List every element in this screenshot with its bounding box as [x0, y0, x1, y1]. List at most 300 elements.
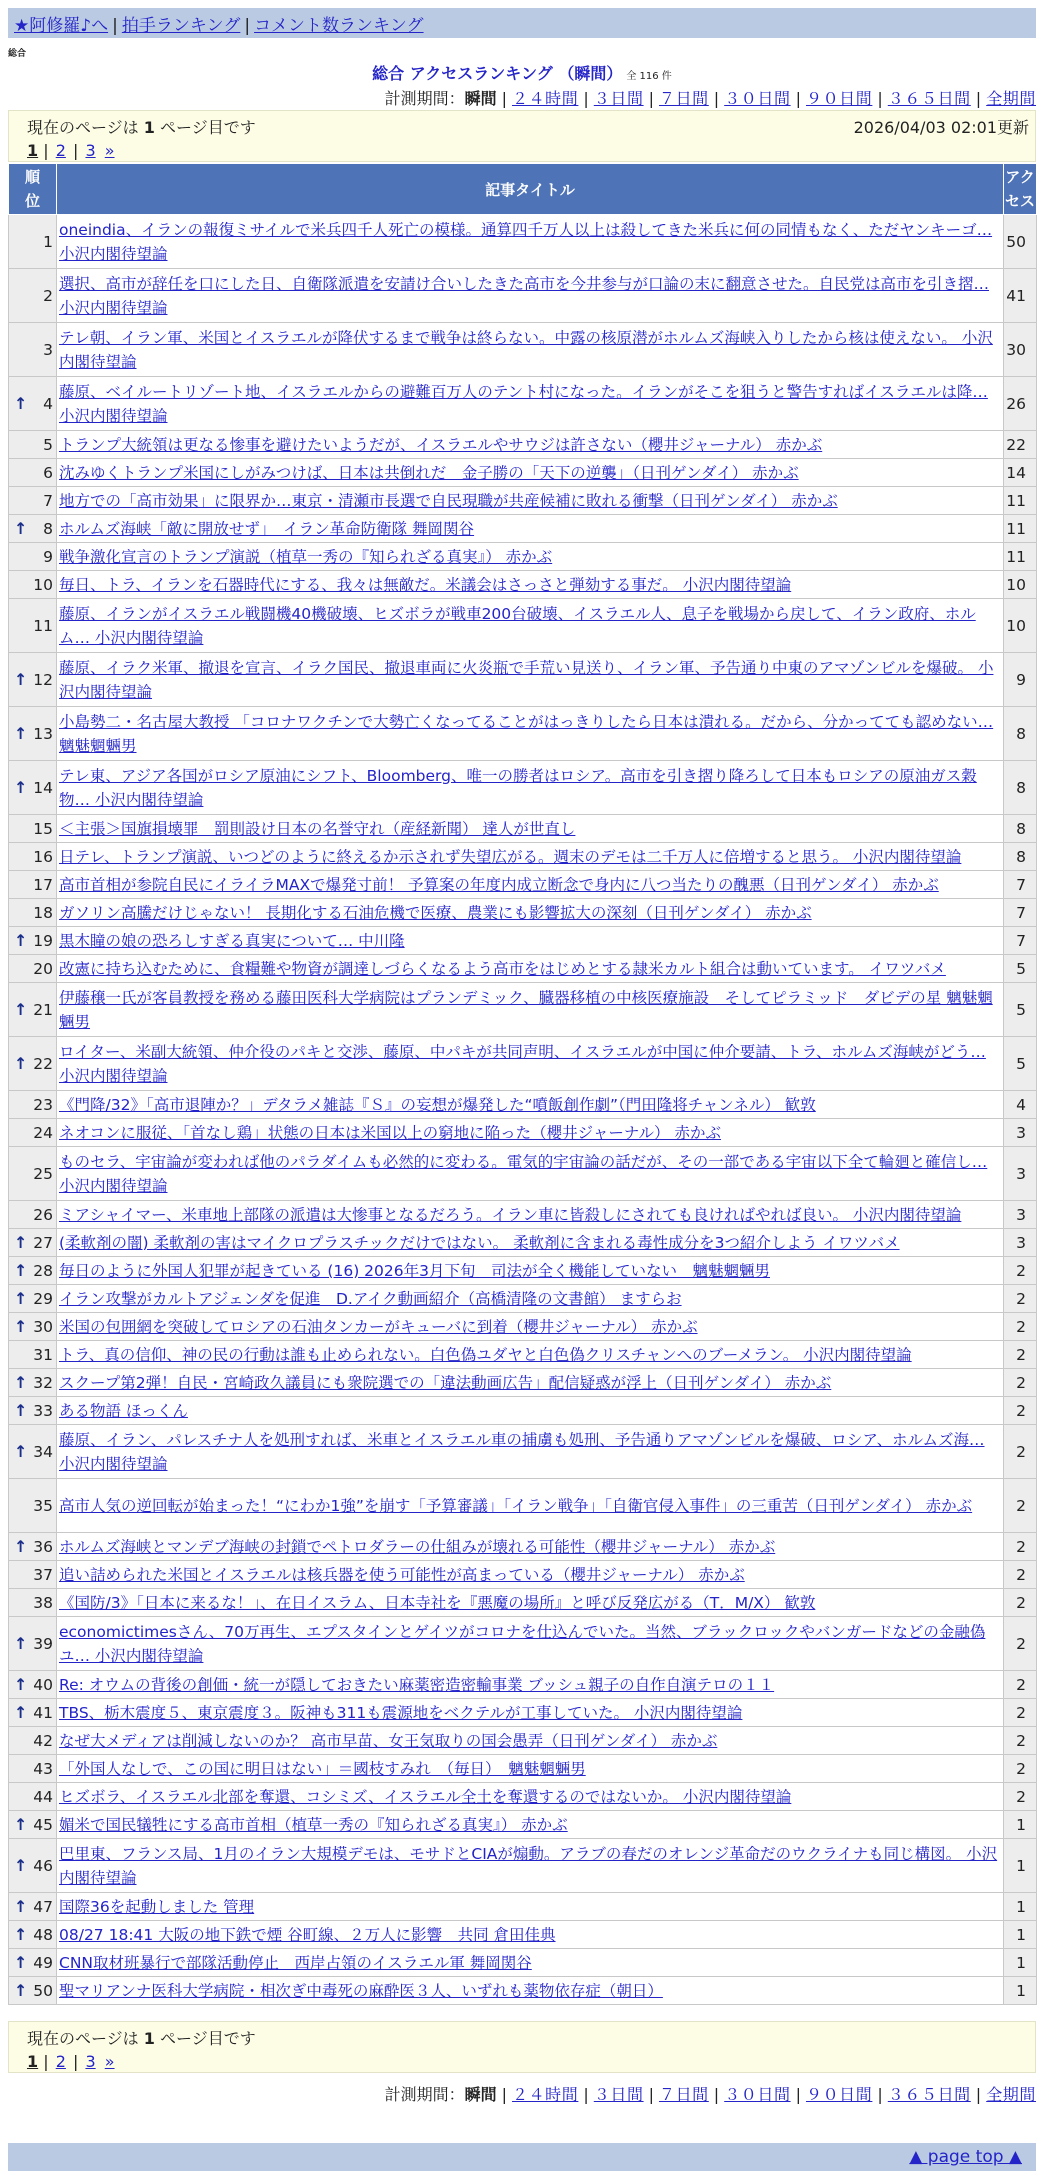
article-link[interactable]: 戦争激化宣言のトランプ演説（植草一秀の『知られざる真実』） 赤かぶ — [59, 547, 553, 566]
page-link[interactable]: 3 — [85, 2052, 96, 2071]
table-row — [9, 843, 1037, 871]
table-row — [9, 515, 1037, 543]
title-cell — [57, 1783, 1004, 1811]
rank-up-arrow-icon: ↑ — [14, 1855, 28, 1875]
rank-number: 35 — [33, 1496, 53, 1515]
access-count: 10 — [1004, 599, 1037, 653]
title-cell — [57, 571, 1004, 599]
article-link[interactable]: トラ、真の信仰、神の民の行動は誰も止められない。白色偽ユダヤと白色偽クリスチャンへのブーメラン。 小沢内閣待望論 — [59, 1345, 912, 1364]
title-cell — [57, 1369, 1004, 1397]
rank-cell — [9, 1727, 57, 1755]
article-link[interactable]: ホルムズ海峡「敵に開放せず」 イラン革命防衛隊 舞岡関谷 — [59, 519, 475, 538]
period-separator: | — [583, 89, 589, 108]
rank-up-arrow-icon: ↑ — [14, 1053, 28, 1073]
access-count: 1 — [1004, 1921, 1037, 1949]
article-link[interactable]: イラン攻撃がカルトアジェンダを促進 D.アイク動画紹介（高橋清隆の文書館） ますらお — [59, 1289, 682, 1308]
table-row — [9, 1037, 1037, 1091]
title-cell — [57, 1201, 1004, 1229]
period-link[interactable]: ７日間 — [658, 2085, 709, 2104]
access-count: 5 — [1004, 983, 1037, 1037]
rank-cell — [9, 1313, 57, 1341]
article-link[interactable]: 毎日、トラ、イランを石器時代にする、我々は無敵だ。米議会はさっさと弾劾する事だ。 小沢内閣待望論 — [59, 575, 792, 594]
rank-number: 4 — [43, 394, 53, 413]
rank-cell — [9, 1257, 57, 1285]
page-gap — [98, 141, 103, 160]
access-count: 2 — [1004, 1369, 1037, 1397]
title-cell — [57, 1949, 1004, 1977]
title-cell — [57, 1479, 1004, 1533]
period-link[interactable]: ９０日間 — [805, 2085, 873, 2104]
title-cell — [57, 1727, 1004, 1755]
rank-cell — [9, 515, 57, 543]
period-selector-bottom — [385, 2082, 1036, 2105]
rank-number: 26 — [33, 1205, 53, 1224]
access-count: 14 — [1004, 459, 1037, 487]
article-link[interactable]: なぜ大メディアは削減しないのか？ 高市早苗、女王気取りの国会愚弄（日刊ゲンダイ） 赤かぶ — [59, 1731, 718, 1750]
access-count: 2 — [1004, 1783, 1037, 1811]
article-link[interactable]: 追い詰められた米国とイスラエルは核兵器を使う可能性が高まっている（櫻井ジャーナル） 赤かぶ — [59, 1565, 745, 1584]
rank-number: 13 — [33, 724, 53, 743]
rank-cell — [9, 1839, 57, 1893]
table-row — [9, 871, 1037, 899]
access-count: 1 — [1004, 1977, 1037, 2005]
rank-cell — [9, 1037, 57, 1091]
access-count: 1 — [1004, 1811, 1037, 1839]
next-page-link[interactable]: » — [104, 141, 115, 160]
rank-up-arrow-icon: ↑ — [14, 1814, 28, 1834]
title-cell — [57, 323, 1004, 377]
rank-number: 1 — [43, 232, 53, 251]
period-separator: | — [713, 2085, 720, 2104]
title-cell — [57, 899, 1004, 927]
title-cell — [57, 1977, 1004, 2005]
page-current: 1 — [27, 141, 39, 160]
rank-cell — [9, 707, 57, 761]
table-row — [9, 1839, 1037, 1893]
section-label: 総合 — [8, 49, 27, 59]
article-link[interactable]: 巴里東、フランス局、1月のイラン大規模デモは、モサドとCIAが煽動。アラブの春だのオレンジ革命だのウクライナも同じ構図。 小沢内閣待望論 — [59, 1844, 998, 1887]
rank-number: 12 — [33, 670, 53, 689]
article-link[interactable]: 日テレ、トランプ演説、いつどのように終えるか示されず失望広がる。週末のデモは二千万人に倍増すると思う。 小沢内閣待望論 — [59, 847, 962, 866]
rank-number: 2 — [43, 286, 53, 305]
rank-number: 47 — [33, 1897, 53, 1916]
article-link[interactable]: ある物語 ほっくん — [59, 1401, 188, 1420]
article-link[interactable]: 高市人気の逆回転が始まった！“にわか1強”を崩す「予算審議」「イラン戦争」「自衛官侵入事件」の三重苦（日刊ゲンダイ） 赤かぶ — [59, 1496, 973, 1515]
rank-cell — [9, 1977, 57, 2005]
table-row — [9, 1147, 1037, 1201]
period-link[interactable]: ７日間 — [658, 89, 709, 108]
article-link[interactable]: 「外国人なしで、この国に明日はない」＝國枝すみれ （毎日） 魑魅魍魎男 — [59, 1759, 586, 1778]
period-separator: | — [877, 2085, 883, 2104]
rank-number: 23 — [33, 1095, 53, 1114]
rank-number: 33 — [33, 1401, 53, 1420]
period-current: 瞬間 — [464, 89, 497, 108]
period-separator: | — [877, 89, 883, 108]
page-link[interactable]: 3 — [85, 141, 96, 160]
title-cell — [57, 1561, 1004, 1589]
period-link[interactable]: ３６５日間 — [887, 89, 971, 108]
title-cell — [57, 1921, 1004, 1949]
table-row — [9, 955, 1037, 983]
rank-number: 39 — [33, 1634, 53, 1653]
access-count: 3 — [1004, 1119, 1037, 1147]
period-link[interactable]: ３０日間 — [724, 2085, 791, 2104]
rank-number: 49 — [33, 1953, 53, 1972]
rank-number: 5 — [43, 435, 53, 454]
top-nav — [8, 8, 1036, 38]
rank-up-arrow-icon: ↑ — [14, 777, 28, 797]
access-count: 1 — [1004, 1949, 1037, 1977]
rank-number: 24 — [33, 1123, 53, 1142]
article-link[interactable]: 聖マリアンナ医科大学病院・相次ぎ中毒死の麻酔医３人、いずれも薬物依存症（朝日） — [59, 1981, 663, 2000]
table-row — [9, 1699, 1037, 1727]
title-cell — [57, 431, 1004, 459]
next-page-link[interactable]: » — [104, 2052, 115, 2071]
rank-number: 7 — [43, 491, 53, 510]
page-link[interactable]: 2 — [55, 141, 66, 160]
access-count: 11 — [1004, 515, 1037, 543]
rank-cell — [9, 1533, 57, 1561]
table-row — [9, 1671, 1037, 1699]
rank-number: 46 — [33, 1856, 53, 1875]
access-count: 2 — [1004, 1755, 1037, 1783]
table-row — [9, 1425, 1037, 1479]
rank-up-arrow-icon: ↑ — [14, 1536, 28, 1556]
article-link[interactable]: 沈みゆくトランプ米国にしがみつけば、日本は共倒れだ 金子勝の「天下の逆襲」（日刊ゲンダイ） 赤かぶ — [59, 463, 799, 482]
article-link[interactable]: ネオコンに服従、「首なし鶏」状態の日本は米国以上の窮地に陥った（櫻井ジャーナル） 赤かぶ — [59, 1123, 721, 1142]
title-cell — [57, 1425, 1004, 1479]
rank-number: 25 — [33, 1164, 53, 1183]
title-cell — [57, 1671, 1004, 1699]
rank-cell — [9, 1755, 57, 1783]
rank-up-arrow-icon: ↑ — [14, 1702, 28, 1722]
title-cell — [57, 1341, 1004, 1369]
access-count: 2 — [1004, 1397, 1037, 1425]
rank-cell — [9, 1811, 57, 1839]
article-link[interactable]: 《国防/3》「日本に来るな！」、在日イスラム、日本寺社を『悪魔の場所』と呼び反発広がる（T．M/X） 歓敦 — [59, 1593, 816, 1612]
rank-cell — [9, 1479, 57, 1533]
title-cell — [57, 1589, 1004, 1617]
table-row — [9, 1783, 1037, 1811]
table-row — [9, 707, 1037, 761]
rank-number: 19 — [33, 931, 53, 950]
access-count: 2 — [1004, 1341, 1037, 1369]
access-count: 10 — [1004, 571, 1037, 599]
period-label: 計測期間： — [384, 89, 465, 108]
access-count: 2 — [1004, 1589, 1037, 1617]
access-count: 50 — [1004, 215, 1037, 269]
rank-up-arrow-icon: ↑ — [14, 1316, 28, 1336]
access-count: 26 — [1004, 377, 1037, 431]
pagination-top — [27, 141, 117, 160]
rank-cell — [9, 571, 57, 599]
rank-number: 40 — [33, 1675, 53, 1694]
access-count: 2 — [1004, 1561, 1037, 1589]
rank-number: 44 — [33, 1787, 53, 1806]
access-count: 2 — [1004, 1313, 1037, 1341]
title-cell — [57, 871, 1004, 899]
nav-link-clap-ranking[interactable]: 拍手ランキング — [121, 16, 241, 36]
rank-cell — [9, 1119, 57, 1147]
article-link[interactable]: 米国の包囲網を突破してロシアの石油タンカーがキューバに到着（櫻井ジャーナル） 赤かぶ — [59, 1317, 698, 1336]
rank-number: 32 — [33, 1373, 53, 1392]
article-link[interactable]: 媚米で国民犠牲にする高市首相（植草一秀の『知られざる真実』） 赤かぶ — [59, 1815, 568, 1834]
table-row — [9, 761, 1037, 815]
header-rank: 順位 — [9, 164, 57, 215]
period-link[interactable]: 全期間 — [986, 89, 1036, 108]
title-cell — [57, 269, 1004, 323]
period-separator: | — [583, 2085, 589, 2104]
article-link[interactable]: 小島勢二・名古屋大教授 「コロナワクチンで大勢亡くなってることがはっきりしたら日本は潰れる。だから、分かってても認めない… 魑魅魍魎男 — [59, 712, 994, 755]
article-link[interactable]: 藤原、イランがイスラエル戦闘機40機破壊、ヒズボラが戦車200台破壊、イスラエル人、息子を戦場から戻して、イラン政府、ホルム… 小沢内閣待望論 — [59, 604, 976, 647]
article-link[interactable]: ホルムズ海峡とマンデブ海峡の封鎖でペトロダラーの仕組みが壊れる可能性（櫻井ジャーナル） 赤かぶ — [59, 1537, 776, 1556]
total-count: 全 116 件 — [626, 71, 672, 82]
rank-up-arrow-icon: ↑ — [14, 999, 28, 1019]
table-row — [9, 1285, 1037, 1313]
period-label: 計測期間： — [384, 2085, 465, 2104]
rank-number: 3 — [43, 340, 53, 359]
table-row — [9, 1119, 1037, 1147]
rank-cell — [9, 1229, 57, 1257]
table-row — [9, 1811, 1037, 1839]
rank-cell — [9, 431, 57, 459]
rank-number: 42 — [33, 1731, 53, 1750]
table-row — [9, 1617, 1037, 1671]
article-link[interactable]: ものセラ、宇宙論が変われば他のパラダイムも必然的に変わる。電気的宇宙論の話だが、その一部である宇宙以下全て輪廻と確信し… 小沢内閣待望論 — [59, 1152, 988, 1195]
header-title: 記事タイトル — [57, 164, 1004, 215]
rank-number: 50 — [33, 1981, 53, 2000]
article-link[interactable]: ガソリン高騰だけじゃない！ 長期化する石油危機で医療、農業にも影響拡大の深刻（日刊ゲンダイ） 赤かぶ — [59, 903, 812, 922]
table-row — [9, 377, 1037, 431]
access-count: 8 — [1004, 843, 1037, 871]
access-count: 2 — [1004, 1257, 1037, 1285]
article-link[interactable]: Re: オウムの背後の創価・統一が隠しておきたい麻薬密造密輸事業 ブッシュ親子の自作自演テロの１１ — [59, 1675, 775, 1694]
rank-cell — [9, 983, 57, 1037]
article-link[interactable]: TBS、栃木震度５、東京震度３。阪神も311も震源地をベクテルが工事していた。 小沢内閣待望論 — [59, 1703, 743, 1722]
article-link[interactable]: 黒木瞳の娘の恐ろしすぎる真実について… 中川隆 — [59, 931, 405, 950]
article-link[interactable]: トランプ大統領は更なる惨事を避けたいようだが、イスラエルやサウジは許さない（櫻井ジャーナル） 赤かぶ — [59, 435, 823, 454]
article-link[interactable]: ロイター、米副大統領、仲介役のパキと交渉、藤原、中パキが共同声明、イスラエルが中国に仲介要請、トラ、ホルムズ海峡がどう… 小沢内閣待望論 — [59, 1042, 986, 1085]
table-row — [9, 1257, 1037, 1285]
rank-cell — [9, 815, 57, 843]
page-separator: | — [38, 141, 54, 160]
article-link[interactable]: (柔軟剤の闇) 柔軟剤の害はマイクロプラスチックだけではない。 柔軟剤に含まれる毒性成分を3つ紹介しよう イワツバメ — [59, 1233, 900, 1252]
table-row — [9, 1313, 1037, 1341]
title-cell — [57, 1037, 1004, 1091]
rank-number: 8 — [43, 519, 53, 538]
table-row — [9, 599, 1037, 653]
article-link[interactable]: oneindia、イランの報復ミサイルで米兵四千人死亡の模様。通算四千万人以上は殺してきた米兵に何の同情もなく、ただヤンキーゴ… 小沢内閣待望論 — [59, 220, 993, 263]
article-link[interactable]: テレ朝、イラン軍、米国とイスラエルが降伏するまで戦争は終らない。中露の核原潜がホルムズ海峡入りしたから核は使えない。 小沢内閣待望論 — [59, 328, 993, 371]
rank-cell — [9, 1397, 57, 1425]
access-count: 8 — [1004, 707, 1037, 761]
period-link[interactable]: ３日間 — [593, 89, 644, 108]
rank-number: 20 — [33, 959, 53, 978]
title-cell — [57, 707, 1004, 761]
access-count: 9 — [1004, 653, 1037, 707]
title-cell — [57, 1617, 1004, 1671]
table-row — [9, 1893, 1037, 1921]
rank-number: 28 — [33, 1261, 53, 1280]
rank-cell — [9, 1893, 57, 1921]
article-link[interactable]: 《門降/32》「高市退陣か？」デタラメ雑誌『Ｓ』の妄想が爆発した“噴飯創作劇”（門田隆将チャンネル） 歓敦 — [59, 1095, 816, 1114]
table-row — [9, 323, 1037, 377]
access-count: 1 — [1004, 1893, 1037, 1921]
rank-number: 11 — [33, 616, 53, 635]
article-link[interactable]: 高市首相が参院自民にイライラMAXで爆発寸前！ 予算案の年度内成立断念で身内に八つ当たりの醜悪（日刊ゲンダイ） 赤かぶ — [59, 875, 939, 894]
pagination-bottom — [27, 2052, 117, 2071]
rank-up-arrow-icon: ↑ — [14, 1400, 28, 1420]
table-row — [9, 215, 1037, 269]
article-link[interactable]: economictimesさん、70万再生、エプスタインとゲイツがコロナを仕込んでいた。当然、ブラックロックやバンガードなどの金融偽ユ… 小沢内閣待望論 — [59, 1622, 986, 1665]
article-link[interactable]: 地方での「高市効果」に限界か…東京・清瀬市長選で自民現職が共産候補に敗れる衝撃（日刊ゲンダイ） 赤かぶ — [59, 491, 838, 510]
table-row — [9, 1977, 1037, 2005]
rank-up-arrow-icon: ↑ — [14, 1288, 28, 1308]
article-link[interactable]: CNN取材班暴行で部隊活動停止 西岸占領のイスラエル軍 舞岡関谷 — [59, 1953, 532, 1972]
access-count: 11 — [1004, 487, 1037, 515]
article-link[interactable]: 国際36を起動しました 管理 — [59, 1897, 255, 1916]
article-link[interactable]: ヒズボラ、イスラエル北部を奪還、コシミズ、イスラエル全土を奪還するのではないか。 小沢内閣待望論 — [59, 1787, 792, 1806]
title-cell — [57, 515, 1004, 543]
title-cell — [57, 1229, 1004, 1257]
article-link[interactable]: 毎日のように外国人犯罪が起きている (16) 2026年3月下旬 司法が全く機能していない 魑魅魍魎男 — [59, 1261, 770, 1280]
title-cell — [57, 215, 1004, 269]
period-link[interactable]: 全期間 — [986, 2085, 1036, 2104]
access-count: 2 — [1004, 1479, 1037, 1533]
period-link[interactable]: ９０日間 — [805, 89, 873, 108]
access-count: 2 — [1004, 1425, 1037, 1479]
title-cell — [57, 1313, 1004, 1341]
page-link[interactable]: 2 — [55, 2052, 66, 2071]
access-count: 3 — [1004, 1201, 1037, 1229]
rank-cell — [9, 653, 57, 707]
rank-number: 48 — [33, 1925, 53, 1944]
table-row — [9, 1091, 1037, 1119]
access-count: 30 — [1004, 323, 1037, 377]
article-link[interactable]: 藤原、イラク米軍、撤退を宣言、イラク国民、撤退車両に火炎瓶で手荒い見送り、イラン軍、予告通り中東のアマゾンビルを爆破。 小沢内閣待望論 — [59, 658, 994, 701]
rank-cell — [9, 871, 57, 899]
period-link[interactable]: ２４時間 — [511, 89, 579, 108]
nav-link-asyura[interactable]: ★阿修羅♪へ — [14, 16, 109, 36]
table-row — [9, 899, 1037, 927]
current-page-text: 現在のページは 1 ページ目です — [27, 2029, 256, 2048]
access-count: 22 — [1004, 431, 1037, 459]
page-info-bottom — [8, 2021, 1036, 2073]
period-link[interactable]: ３日間 — [593, 2085, 644, 2104]
rank-cell — [9, 1589, 57, 1617]
title-cell — [57, 377, 1004, 431]
access-count: 7 — [1004, 871, 1037, 899]
page-top-link[interactable]: ▲ page top ▲ — [909, 2147, 1022, 2167]
access-count: 5 — [1004, 955, 1037, 983]
table-row — [9, 571, 1037, 599]
rank-cell — [9, 459, 57, 487]
updated-time: 2026/04/03 02:01更新 — [853, 118, 1029, 137]
access-count: 8 — [1004, 815, 1037, 843]
title-cell — [57, 653, 1004, 707]
article-link[interactable]: テレ東、アジア各国がロシア原油にシフト、Bloomberg、唯一の勝者はロシア。高市を引き摺り降ろして日本もロシアの原油ガス穀物… 小沢内閣待望論 — [59, 766, 977, 809]
title-cell — [57, 1533, 1004, 1561]
article-link[interactable]: 藤原、イラン、パレスチナ人を処刑すれば、米車とイスラエル車の捕虜も処刑、予告通りアマゾンビルを爆破、ロシア、ホルムズ海… 小沢内閣待望論 — [59, 1430, 985, 1473]
article-link[interactable]: 改憲に持ち込むために、食糧難や物資が調達しづらくなるよう高市をはじめとする隷米カルト組合は動いています。 イワツバメ — [59, 959, 946, 978]
rank-cell — [9, 543, 57, 571]
article-link[interactable]: 藤原、ベイルートリゾート地、イスラエルからの避難百万人のテント村になった。イランがそこを狙うと警告すればイスラエルは降… 小沢内閣待望論 — [59, 382, 988, 425]
rank-cell — [9, 1201, 57, 1229]
table-row — [9, 1341, 1037, 1369]
title-cell — [57, 1755, 1004, 1783]
rank-number: 6 — [43, 463, 53, 482]
table-row — [9, 459, 1037, 487]
access-count: 4 — [1004, 1091, 1037, 1119]
header-access: アクセス — [1004, 164, 1037, 215]
rank-number: 27 — [33, 1233, 53, 1252]
title-cell — [57, 1257, 1004, 1285]
rank-number: 29 — [33, 1289, 53, 1308]
table-row — [9, 1589, 1037, 1617]
period-link[interactable]: ３０日間 — [724, 89, 791, 108]
rank-cell — [9, 1783, 57, 1811]
table-row — [9, 1229, 1037, 1257]
table-row — [9, 1533, 1037, 1561]
table-row — [9, 431, 1037, 459]
access-count: 3 — [1004, 1229, 1037, 1257]
table-row — [9, 543, 1037, 571]
rank-up-arrow-icon: ↑ — [14, 393, 28, 413]
access-count: 2 — [1004, 1727, 1037, 1755]
rank-cell — [9, 1285, 57, 1313]
table-row — [9, 1201, 1037, 1229]
table-row — [9, 1949, 1037, 1977]
article-link[interactable]: 08/27 18:41 大阪の地下鉄で煙 谷町線、２万人に影響 共同 倉田佳典 — [59, 1925, 556, 1944]
title-cell — [57, 843, 1004, 871]
rank-cell — [9, 1091, 57, 1119]
rank-cell — [9, 1425, 57, 1479]
page-separator: | — [38, 2052, 54, 2071]
table-row — [9, 1561, 1037, 1589]
period-separator: | — [501, 2085, 507, 2104]
page-info-top — [8, 110, 1036, 162]
rank-up-arrow-icon: ↑ — [14, 1896, 28, 1916]
article-link[interactable]: 選択、高市が辞任を口にした日、自衛隊派遣を安請け合いしたきた高市を今井参与が口論の末に翻意させた。自民党は高市を引き摺… 小沢内閣待望論 — [59, 274, 990, 317]
rank-number: 22 — [33, 1054, 53, 1073]
access-count: 7 — [1004, 899, 1037, 927]
access-count: 5 — [1004, 1037, 1037, 1091]
title-cell — [57, 487, 1004, 515]
rank-cell — [9, 955, 57, 983]
ranking-table — [8, 163, 1037, 2005]
rank-cell — [9, 1561, 57, 1589]
nav-link-comment-ranking[interactable]: コメント数ランキング — [254, 16, 424, 36]
page-separator: | — [67, 2052, 84, 2071]
article-link[interactable]: スクープ第2弾！自民・宮崎政久議員にも衆院選での「違法動画広告」配信疑惑が浮上（日刊ゲンダイ） 赤かぶ — [59, 1373, 832, 1392]
rank-cell — [9, 599, 57, 653]
period-separator: | — [975, 89, 982, 108]
table-row — [9, 1479, 1037, 1533]
rank-cell — [9, 1341, 57, 1369]
period-link[interactable]: ３６５日間 — [887, 2085, 971, 2104]
rank-cell — [9, 1699, 57, 1727]
period-separator: | — [975, 2085, 982, 2104]
article-link[interactable]: ＜主張＞国旗損壊罪 罰則設け日本の名誉守れ（産経新聞） 達人が世直し — [59, 819, 576, 838]
rank-up-arrow-icon: ↑ — [14, 1980, 28, 2000]
title-cell — [57, 1811, 1004, 1839]
title-cell — [57, 1091, 1004, 1119]
article-link[interactable]: 伊藤穣一氏が客員教授を務める藤田医科大学病院はプランデミック、臓器移植の中核医療施設 そしてピラミッド ダビデの星 魑魅魍魎男 — [59, 988, 993, 1031]
article-link[interactable]: ミアシャイマー、米車地上部隊の派遣は大惨事となるだろう。イラン車に皆殺しにされても良ければやれば良い。 小沢内閣待望論 — [59, 1205, 962, 1224]
title-cell — [57, 983, 1004, 1037]
period-link[interactable]: ２４時間 — [511, 2085, 579, 2104]
period-separator: | — [648, 2085, 654, 2104]
